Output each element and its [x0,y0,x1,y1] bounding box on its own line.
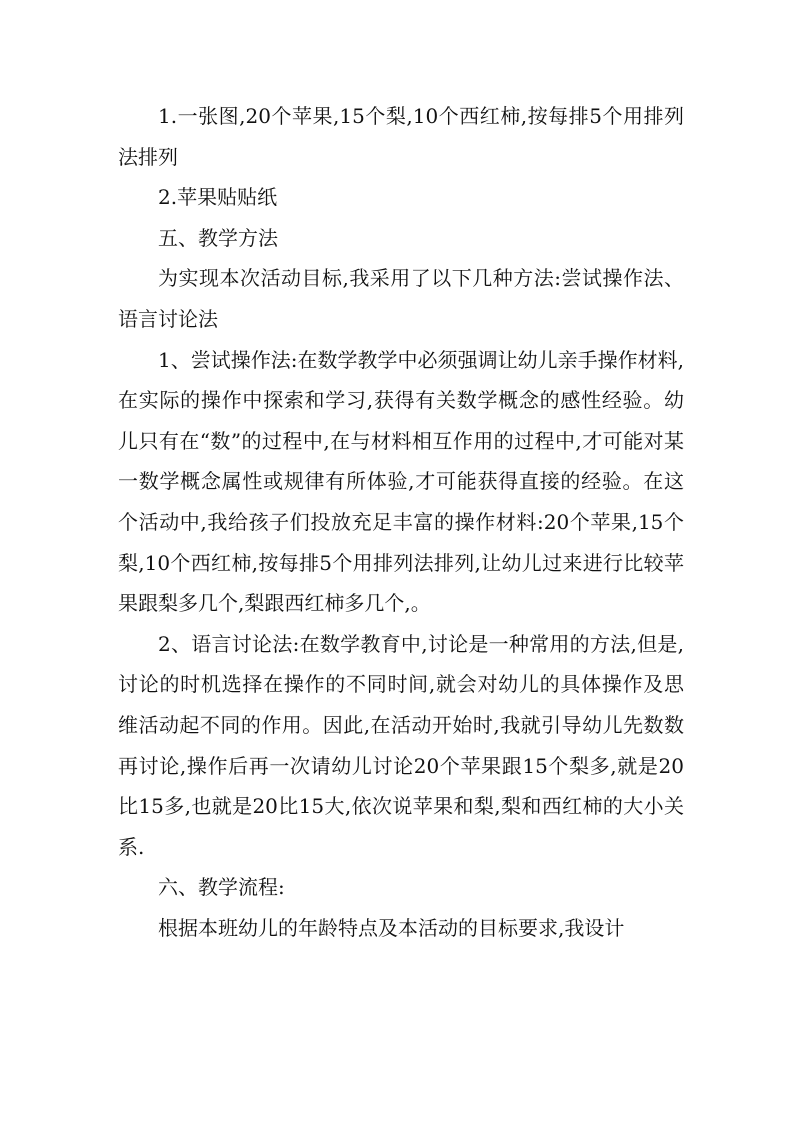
paragraph-methods-intro: 为实现本次活动目标,我采用了以下几种方法:尝试操作法、语言讨论法 [118,266,684,331]
section-heading-teaching-methods: 五、教学方法 [158,225,278,250]
paragraph-process-intro: 根据本班幼儿的年龄特点及本活动的目标要求,我设计 [158,915,625,940]
paragraph-materials-1: 1.一张图,20个苹果,15个梨,10个西红柿,按每排5个用排列法排列 [118,104,684,169]
paragraph-method-discussion: 2、语言讨论法:在数学教育中,讨论是一种常用的方法,但是,讨论的时机选择在操作的不同时间,就会对幼儿的具体操作及思维活动起不同的作用。因此,在活动开始时,我就引导幼儿先数数再讨论,操作后再一次请幼儿讨论20个苹果跟15个梨多,就是20比15多,也就是20比15大,依次说苹果和梨,梨和西红柿的大小关系. [118,631,684,859]
document-body [118,96,684,948]
paragraph-materials-2: 2.苹果贴贴纸 [158,185,278,210]
section-heading-teaching-process: 六、教学流程: [158,875,285,900]
paragraph-method-operation: 1、尝试操作法:在数学教学中必须强调让幼儿亲手操作材料,在实际的操作中探索和学习,获得有关数学概念的感性经验。幼儿只有在“数”的过程中,在与材料相互作用的过程中,才可能对某一数学概念属性或规律有所体验,才可能获得直接的经验。在这个活动中,我给孩子们投放充足丰富的操作材料:20个苹果,15个梨,10个西红柿,按每排5个用排列法排列,让幼儿过来进行比较苹果跟梨多几个,梨跟西红柿多几个,。 [118,347,684,616]
